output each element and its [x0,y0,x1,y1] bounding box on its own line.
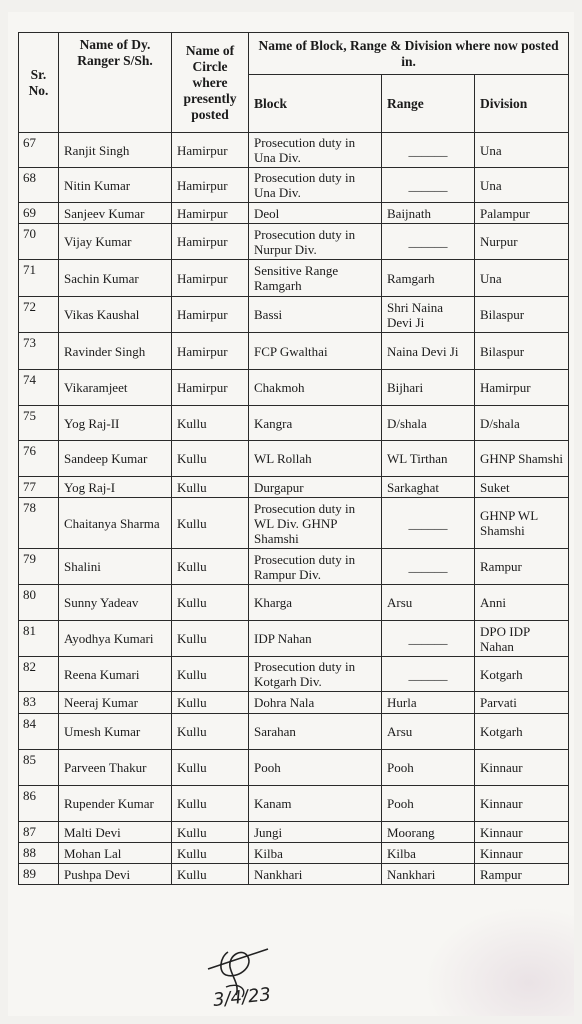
cell-division: Una [475,168,569,203]
table-row [19,498,569,549]
cell-block: IDP Nahan [249,621,382,657]
cell-range: Baijnath [382,203,475,224]
cell-name: Sachin Kumar [59,260,172,297]
cell-block: Sensitive Range Ramgarh [249,260,382,297]
cell-block: Kangra [249,406,382,441]
cell-sr: 83 [19,692,59,714]
cell-range: ______ [382,224,475,260]
cell-circle: Kullu [172,822,249,843]
cell-circle: Kullu [172,498,249,549]
cell-name: Pushpa Devi [59,864,172,885]
cell-circle: Hamirpur [172,224,249,260]
cell-sr: 75 [19,406,59,441]
cell-range: Bijhari [382,370,475,406]
cell-circle: Kullu [172,406,249,441]
cell-name: Shalini [59,549,172,585]
cell-block: Nankhari [249,864,382,885]
cell-name: Malti Devi [59,822,172,843]
cell-block: Jungi [249,822,382,843]
cell-sr: 85 [19,750,59,786]
table-row [19,692,569,714]
cell-name: Yog Raj-II [59,406,172,441]
cell-division: Kinnaur [475,786,569,822]
table-row [19,406,569,441]
cell-sr: 70 [19,224,59,260]
cell-range: Kilba [382,843,475,864]
table-row [19,297,569,333]
cell-name: Vikas Kaushal [59,297,172,333]
cell-name: Sandeep Kumar [59,441,172,477]
cell-name: Reena Kumari [59,657,172,692]
cell-block: Kanam [249,786,382,822]
cell-circle: Kullu [172,477,249,498]
table-row [19,260,569,297]
cell-sr: 80 [19,585,59,621]
table-row [19,585,569,621]
cell-block: FCP Gwalthai [249,333,382,370]
cell-sr: 73 [19,333,59,370]
cell-sr: 67 [19,133,59,168]
cell-division: Suket [475,477,569,498]
cell-circle: Hamirpur [172,203,249,224]
cell-sr: 76 [19,441,59,477]
cell-range: ______ [382,498,475,549]
cell-name: Sunny Yadeav [59,585,172,621]
cell-sr: 68 [19,168,59,203]
cell-division: DPO IDP Nahan [475,621,569,657]
paper-stain [424,906,574,1016]
cell-circle: Kullu [172,714,249,750]
table-row [19,822,569,843]
cell-division: GHNP Shamshi [475,441,569,477]
table-row [19,133,569,168]
cell-name: Sanjeev Kumar [59,203,172,224]
table-row [19,549,569,585]
cell-sr: 72 [19,297,59,333]
cell-range: ______ [382,168,475,203]
cell-name: Ranjit Singh [59,133,172,168]
cell-block: Sarahan [249,714,382,750]
cell-sr: 69 [19,203,59,224]
cell-division: Rampur [475,549,569,585]
cell-block: Prosecution duty in Kotgarh Div. [249,657,382,692]
cell-block: Prosecution duty in Una Div. [249,168,382,203]
cell-division: Kinnaur [475,750,569,786]
cell-range: Nankhari [382,864,475,885]
table-row [19,168,569,203]
cell-sr: 89 [19,864,59,885]
cell-name: Ravinder Singh [59,333,172,370]
cell-block: Chakmoh [249,370,382,406]
cell-division: Una [475,133,569,168]
cell-division: Palampur [475,203,569,224]
cell-block: Prosecution duty in Una Div. [249,133,382,168]
cell-circle: Kullu [172,864,249,885]
cell-name: Nitin Kumar [59,168,172,203]
cell-name: Vijay Kumar [59,224,172,260]
cell-circle: Hamirpur [172,370,249,406]
cell-block: Deol [249,203,382,224]
cell-name: Ayodhya Kumari [59,621,172,657]
cell-division: Bilaspur [475,333,569,370]
cell-name: Mohan Lal [59,843,172,864]
table-row [19,333,569,370]
table-body [19,133,569,885]
cell-circle: Kullu [172,692,249,714]
cell-name: Umesh Kumar [59,714,172,750]
cell-circle: Kullu [172,843,249,864]
cell-sr: 77 [19,477,59,498]
header-circle: Name of Circle where presently posted [172,33,249,133]
cell-circle: Hamirpur [172,133,249,168]
cell-division: Nurpur [475,224,569,260]
cell-name: Yog Raj-I [59,477,172,498]
cell-division: D/shala [475,406,569,441]
header-division: Division [475,75,569,133]
cell-circle: Kullu [172,585,249,621]
cell-range: Sarkaghat [382,477,475,498]
cell-circle: Kullu [172,786,249,822]
cell-division: Hamirpur [475,370,569,406]
cell-division: GHNP WL Shamshi [475,498,569,549]
cell-sr: 88 [19,843,59,864]
cell-range: Pooh [382,786,475,822]
cell-circle: Hamirpur [172,297,249,333]
posting-table [18,32,569,885]
cell-sr: 81 [19,621,59,657]
cell-division: Kotgarh [475,657,569,692]
table-row [19,786,569,822]
header-sr: Sr. No. [19,33,59,133]
cell-range: WL Tirthan [382,441,475,477]
cell-block: Dohra Nala [249,692,382,714]
cell-division: Kinnaur [475,822,569,843]
cell-block: Prosecution duty in Nurpur Div. [249,224,382,260]
cell-sr: 79 [19,549,59,585]
cell-sr: 84 [19,714,59,750]
table-row [19,843,569,864]
header-name: Name of Dy. Ranger S/Sh. [59,33,172,133]
cell-block: Prosecution duty in Rampur Div. [249,549,382,585]
cell-range: Pooh [382,750,475,786]
cell-name: Parveen Thakur [59,750,172,786]
signature-date: 3/4/23 [212,984,272,1011]
cell-block: WL Rollah [249,441,382,477]
cell-block: Prosecution duty in WL Div. GHNP Shamshi [249,498,382,549]
cell-block: Kilba [249,843,382,864]
cell-range: ______ [382,133,475,168]
cell-sr: 71 [19,260,59,297]
table-row [19,864,569,885]
cell-name: Vikaramjeet [59,370,172,406]
cell-sr: 74 [19,370,59,406]
document-page [8,12,574,1016]
cell-circle: Kullu [172,441,249,477]
cell-sr: 86 [19,786,59,822]
cell-range: Shri Naina Devi Ji [382,297,475,333]
cell-division: Bilaspur [475,297,569,333]
cell-block: Pooh [249,750,382,786]
cell-circle: Hamirpur [172,333,249,370]
cell-circle: Hamirpur [172,168,249,203]
cell-range: Ramgarh [382,260,475,297]
cell-range: Naina Devi Ji [382,333,475,370]
cell-range: ______ [382,621,475,657]
cell-range: Arsu [382,585,475,621]
table-row [19,714,569,750]
cell-division: Rampur [475,864,569,885]
header-range: Range [382,75,475,133]
cell-block: Bassi [249,297,382,333]
cell-name: Neeraj Kumar [59,692,172,714]
cell-range: ______ [382,657,475,692]
cell-range: Hurla [382,692,475,714]
cell-circle: Kullu [172,750,249,786]
cell-range: ______ [382,549,475,585]
table-row [19,621,569,657]
cell-range: D/shala [382,406,475,441]
table-row [19,370,569,406]
cell-division: Una [475,260,569,297]
cell-sr: 78 [19,498,59,549]
table-row [19,441,569,477]
cell-name: Chaitanya Sharma [59,498,172,549]
cell-division: Anni [475,585,569,621]
cell-division: Parvati [475,692,569,714]
table-row [19,477,569,498]
cell-division: Kotgarh [475,714,569,750]
header-posting-group: Name of Block, Range & Division where now posted in. [249,33,569,75]
cell-circle: Kullu [172,621,249,657]
cell-circle: Kullu [172,657,249,692]
cell-name: Rupender Kumar [59,786,172,822]
cell-block: Kharga [249,585,382,621]
table-row [19,224,569,260]
cell-block: Durgapur [249,477,382,498]
cell-sr: 87 [19,822,59,843]
header-block: Block [249,75,382,133]
cell-range: Arsu [382,714,475,750]
cell-range: Moorang [382,822,475,843]
cell-sr: 82 [19,657,59,692]
table-row [19,657,569,692]
table-row [19,203,569,224]
cell-division: Kinnaur [475,843,569,864]
table-row [19,750,569,786]
cell-circle: Kullu [172,549,249,585]
cell-circle: Hamirpur [172,260,249,297]
